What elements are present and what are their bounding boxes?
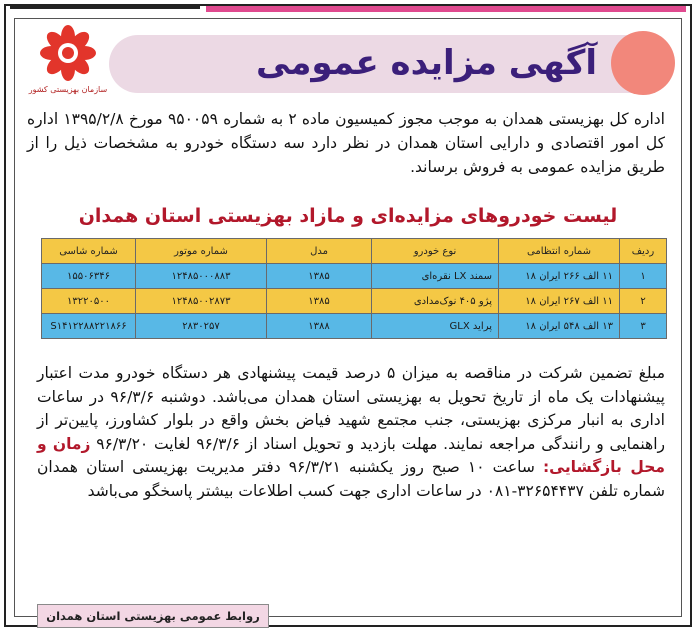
column-header: نوع خودرو	[372, 239, 499, 264]
table-cell: پراید GLX	[372, 314, 499, 339]
vehicle-list-title: لیست خودروهای مزایده‌ای و مازاد بهزیستی استان همدان	[78, 205, 618, 227]
table-cell: سمند LX نقره‌ای	[372, 264, 499, 289]
table-cell: ۱۱ الف ۲۶۶ ایران ۱۸	[499, 264, 620, 289]
welfare-flower-logo-icon	[28, 23, 108, 99]
advertisement-frame	[4, 4, 692, 627]
top-border-accent	[206, 6, 686, 12]
top-border-dark	[10, 6, 200, 9]
title-circle-ornament	[611, 31, 675, 95]
vehicle-table	[41, 238, 667, 339]
opening-time-label: زمان و محل بازگشایی:	[37, 434, 665, 476]
public-relations-signature: روابط عمومی بهزیستی استان همدان	[37, 604, 269, 628]
table-cell: ۱۱ الف ۲۶۷ ایران ۱۸	[499, 289, 620, 314]
table-row	[42, 314, 667, 339]
table-cell: ۱	[620, 264, 667, 289]
opening-details-text: ساعت ۱۰ صبح روز یکشنبه ۹۶/۳/۲۱ دفتر مدیریت بهزیستی استان همدان شماره تلفن ۳۲۶۵۴۴۳۷-۰۸۱ در ساعات اداری جهت کسب اطلاعات بیشتر پاسخگو می‌باشد	[37, 458, 665, 500]
logo-caption: سازمان بهزیستی کشور	[28, 85, 108, 94]
table-cell: ۱۳۸۵	[267, 289, 372, 314]
table-cell: S۱۴۱۲۲۸۸۲۲۱۸۶۶	[42, 314, 136, 339]
table-cell: ۱۳ الف ۵۴۸ ایران ۱۸	[499, 314, 620, 339]
table-cell: ۲۸۳۰۲۵۷	[136, 314, 267, 339]
column-header: شماره انتظامی	[499, 239, 620, 264]
table-cell: ۱۳۲۲۰۵۰۰	[42, 289, 136, 314]
table-row	[42, 264, 667, 289]
table-cell: ۲	[620, 289, 667, 314]
column-header: ردیف	[620, 239, 667, 264]
table-cell: ۱۵۵۰۶۳۴۶	[42, 264, 136, 289]
intro-paragraph: اداره کل بهزیستی همدان به موجب مجوز کمیسیون ماده ۲ به شماره ۹۵۰۰۵۹ مورخ ۱۳۹۵/۲/۸ اداره کل امور اقتصادی و دارایی استان همدان در نظر دارد سه دستگاه خودرو به مشخصات ذیل را از طریق مزایده عمومی به فروش برساند.	[27, 110, 665, 176]
column-header: شماره موتور	[136, 239, 267, 264]
conditions-paragraph	[37, 362, 665, 503]
header	[15, 19, 681, 101]
table-cell: ۱۲۴۸۵۰۰۰۸۸۳	[136, 264, 267, 289]
advertisement-content	[14, 18, 682, 623]
table-header-row	[42, 239, 667, 264]
table-cell: پژو ۴۰۵ نوک‌مدادی	[372, 289, 499, 314]
table-cell: ۱۳۸۵	[267, 264, 372, 289]
column-header: شماره شاسی	[42, 239, 136, 264]
conditions-text: مبلغ تضمین شرکت در مناقصه به میزان ۵ درصد قیمت پیشنهادی هر دستگاه خودرو مدت اعتبار پیشنهادات یک ماه از تاریخ تحویل به بهزیستی استان همدان می‌باشد. دوشنبه ۹۶/۳/۶ در ساعات اداری به انبار مرکزی بهزیستی، جنب مجتمع شهید فیاض بخش واقع در بلوار کشاورز، پایین‌تر از راهنمایی و رانندگی مراجعه نمایند. مهلت بازدید و تحویل اسناد از ۹۶/۳/۶ لغایت ۹۶/۳/۲۰	[37, 364, 666, 453]
table-cell: ۱۲۴۸۵۰۰۲۸۷۳	[136, 289, 267, 314]
table-cell: ۳	[620, 314, 667, 339]
table-row	[42, 289, 667, 314]
column-header: مدل	[267, 239, 372, 264]
table-cell: ۱۳۸۸	[267, 314, 372, 339]
page-title: آگهی مزایده عمومی	[255, 43, 597, 83]
